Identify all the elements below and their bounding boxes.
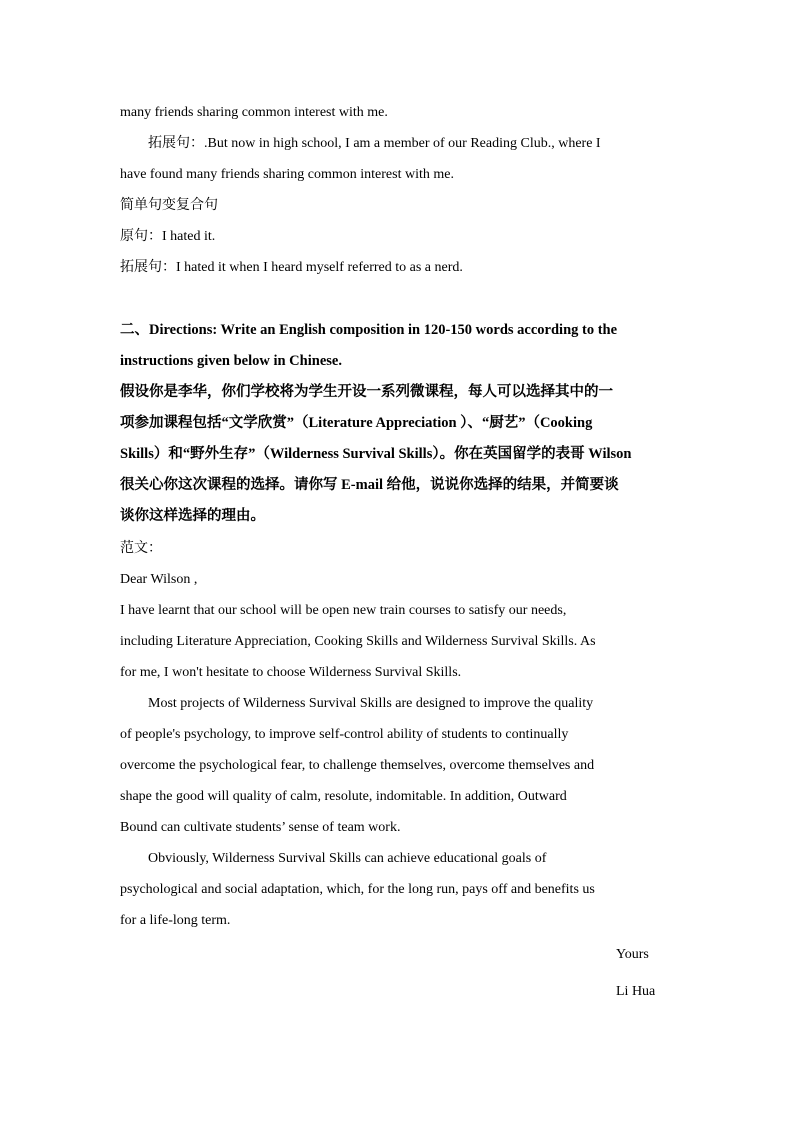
- paragraph-line: including Literature Appreciation, Cooking Skills and Wilderness Survival Skills. As: [120, 634, 596, 649]
- prompt-line: Skills）和“野外生存”（Wilderness Survival Skills）。你在英国留学的表哥 Wilson: [120, 446, 632, 462]
- prompt-line: 项参加课程包括“文学欣赏”（Literature Appreciation ）、“厨艺”（Cooking: [120, 415, 593, 431]
- expanded-sentence: 拓展句：I hated it when I heard myself referred to as a nerd.: [120, 260, 463, 275]
- letter-closing: [616, 936, 655, 1010]
- sample-essay: [120, 533, 680, 936]
- subheading: 简单句变复合句: [120, 198, 218, 213]
- paragraph-line: psychological and social adaptation, which, for the long run, pays off and benefits us: [120, 882, 595, 897]
- paragraph-line: of people's psychology, to improve self-control ability of students to continually: [120, 727, 569, 742]
- paragraph-line: for me, I won't hesitate to choose Wilderness Survival Skills.: [120, 665, 462, 680]
- text-line: many friends sharing common interest with me.: [120, 105, 388, 120]
- directions-line: 二、Directions: Write an English composition in 120-150 words according to the: [120, 322, 618, 338]
- paragraph-line: for a life-long term.: [120, 913, 231, 928]
- prompt-line: 假设你是李华，你们学校将为学生开设一系列微课程，每人可以选择其中的一: [120, 384, 613, 400]
- original-sentence: 原句：I hated it.: [120, 229, 216, 244]
- expanded-sentence-line: 拓展句：.But now in high school, I am a member of our Reading Club., where I: [148, 136, 601, 151]
- prompt-line: 谈你这样选择的理由。: [120, 508, 265, 524]
- greeting: Dear Wilson ,: [120, 572, 198, 587]
- paragraph-line: Obviously, Wilderness Survival Skills can achieve educational goals of: [148, 851, 547, 866]
- directions-heading: [120, 315, 680, 377]
- text-line: have found many friends sharing common interest with me.: [120, 167, 454, 182]
- paragraph-line: Most projects of Wilderness Survival Skills are designed to improve the quality: [148, 696, 594, 711]
- task-prompt: [120, 377, 680, 532]
- expansion-examples: [120, 97, 680, 283]
- paragraph-line: Bound can cultivate students’ sense of team work.: [120, 820, 401, 835]
- signature: Li Hua: [616, 984, 656, 999]
- prompt-line: 很关心你这次课程的选择。请你写 E-mail 给他，说说你选择的结果，并简要谈: [120, 477, 619, 493]
- paragraph-line: overcome the psychological fear, to challenge themselves, overcome themselves and: [120, 758, 595, 773]
- paragraph-line: I have learnt that our school will be open new train courses to satisfy our needs,: [120, 603, 567, 618]
- sample-label: 范文：: [120, 541, 162, 556]
- directions-line: instructions given below in Chinese.: [120, 353, 342, 369]
- paragraph-line: shape the good will quality of calm, resolute, indomitable. In addition, Outward: [120, 789, 567, 804]
- closing: Yours: [616, 947, 649, 962]
